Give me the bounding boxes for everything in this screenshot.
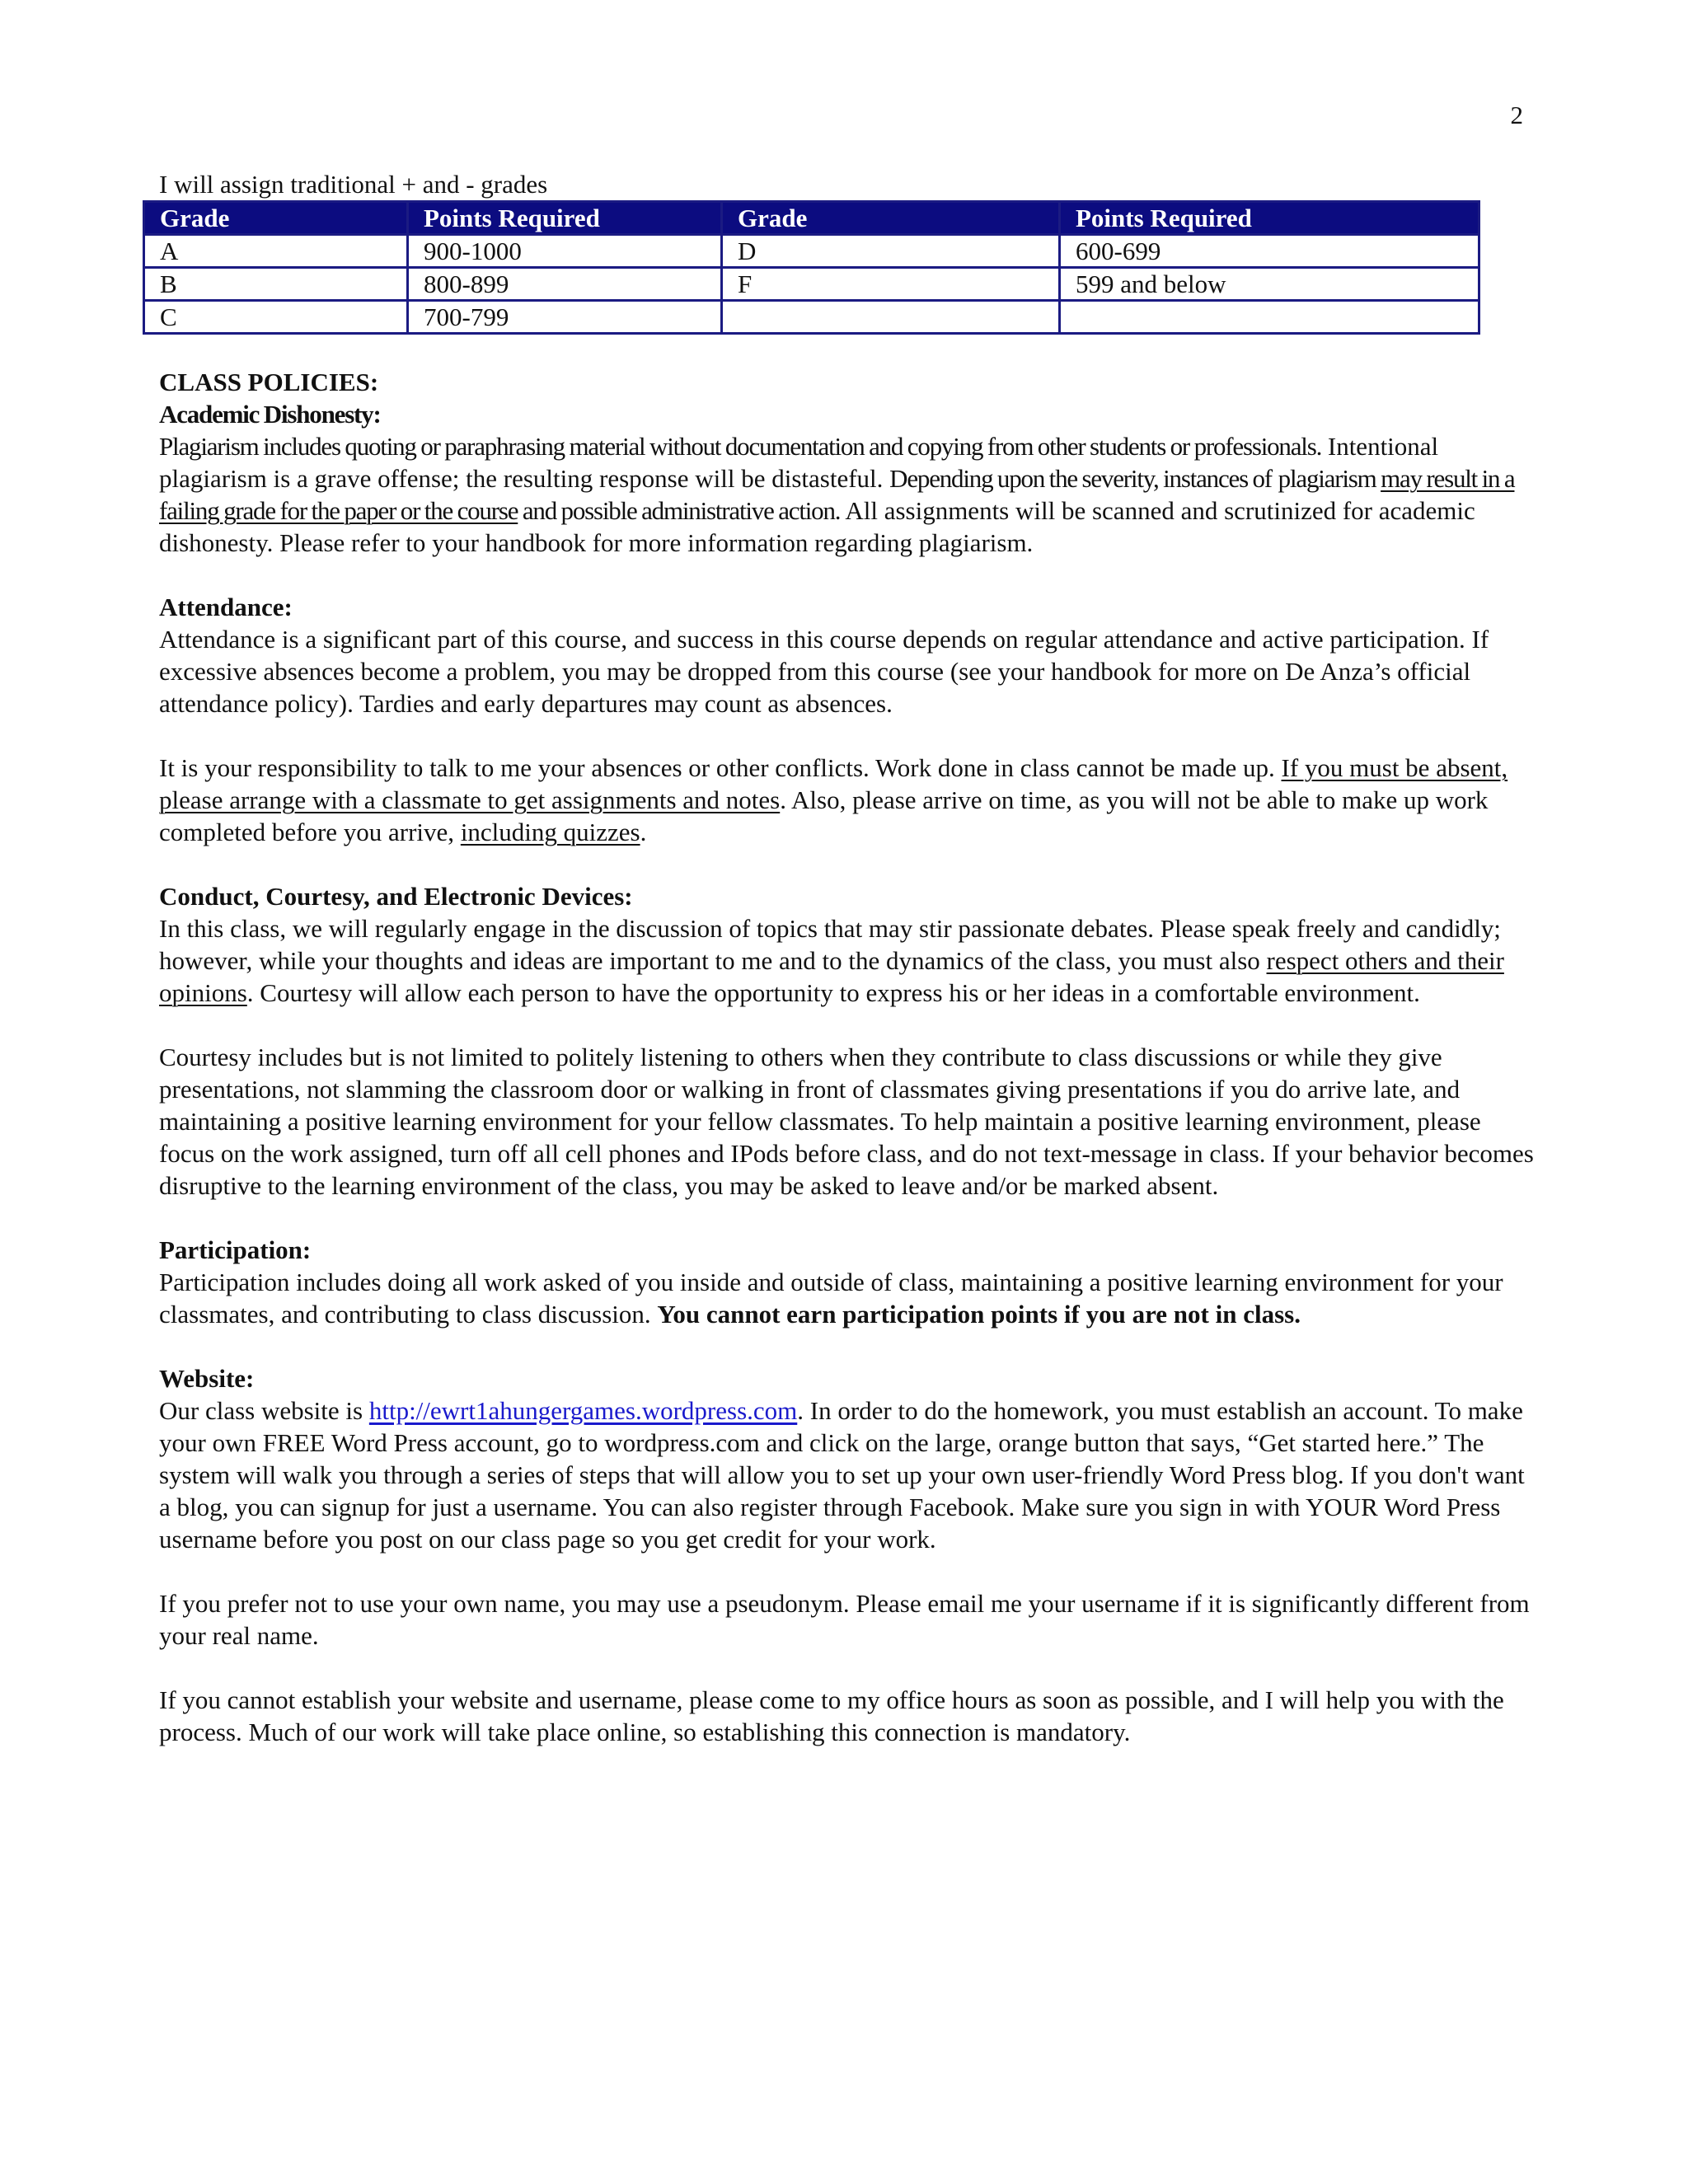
academic-dishonesty-heading: Academic Dishonesty: bbox=[159, 400, 381, 429]
website-text-2: If you prefer not to use your own name, you may use a pseudonym. Please email me your username if it is significantly different from your real name. bbox=[159, 1589, 1530, 1650]
table-cell: B bbox=[144, 268, 408, 301]
participation-heading: Participation: bbox=[159, 1235, 312, 1264]
table-cell bbox=[1060, 301, 1479, 334]
conduct-text-1 bbox=[159, 912, 1534, 1009]
header-points-2: Points Required bbox=[1060, 202, 1479, 235]
table-row bbox=[144, 301, 1479, 334]
conduct-text-2: Courtesy includes but is not limited to politely listening to others when they contribute to class discussions or while they give presentations, not slamming the classroom door or walking in front of classmates giving presentations if you do arrive late, and maintaining a positive learning environment for your fellow classmates. To help maintain a positive learning environment, please focus on the work assigned, turn off all cell phones and IPods before class, and do not text-message in class. If your behavior becomes disruptive to the learning environment of the class, you may be asked to leave and/or be marked absent. bbox=[159, 1043, 1534, 1200]
grading-intro: I will assign traditional + and - grades bbox=[159, 170, 548, 199]
text-span: All assignments will be scanned and scrutinized for academic dishonesty. Please refer to your handbook for more information regarding plagiarism. bbox=[159, 496, 1475, 557]
text-span: plagiarism bbox=[1278, 464, 1381, 493]
header-grade-1: Grade bbox=[144, 202, 408, 235]
text-span: Plagiarism includes quoting or paraphrasing material without documentation and copying from other students or professionals. bbox=[159, 432, 1322, 461]
header-points-1: Points Required bbox=[408, 202, 722, 235]
page-number: 2 bbox=[1510, 101, 1523, 129]
table-cell: 700-799 bbox=[408, 301, 722, 334]
attendance-text-2 bbox=[159, 752, 1534, 848]
table-row bbox=[144, 268, 1479, 301]
text-span: . bbox=[640, 818, 647, 846]
grade-table bbox=[143, 200, 1480, 335]
table-cell: 600-699 bbox=[1060, 235, 1479, 268]
underlined-text: may result in a failing grade for the paper or the course bbox=[159, 464, 1515, 525]
text-span: and possible administrative action. bbox=[518, 496, 841, 525]
document-body bbox=[159, 168, 1534, 1748]
text-span: It is your responsibility to talk to me your absences or other conflicts. Work done in class cannot be made up. bbox=[159, 753, 1282, 782]
table-row bbox=[144, 235, 1479, 268]
website-heading: Website: bbox=[159, 1364, 255, 1393]
table-cell: 900-1000 bbox=[408, 235, 722, 268]
grade-table-header-row bbox=[144, 202, 1479, 235]
website-text-3: If you cannot establish your website and username, please come to my office hours as soon as possible, and I will help you with the process. Much of our work will take place online, so establishing this connection is mandatory. bbox=[159, 1685, 1504, 1746]
table-cell: F bbox=[722, 268, 1060, 301]
text-span: . Also, please arrive on time, as you will not be able to make up work completed before you arrive, bbox=[159, 785, 1489, 846]
underlined-text: respect others and their opinions bbox=[159, 946, 1504, 1007]
table-cell: D bbox=[722, 235, 1060, 268]
conduct-heading: Conduct, Courtesy, and Electronic Devices: bbox=[159, 882, 633, 911]
text-span: Intentional plagiarism is a grave offense; the resulting response will be distasteful. bbox=[159, 432, 1439, 493]
table-cell: C bbox=[144, 301, 408, 334]
attendance-text-1: Attendance is a significant part of this course, and success in this course depends on regular attendance and active participation. If excessive absences become a problem, you may be dropped from this course (see your handbook for more on De Anza’s official attendance policy). Tardies and early departures may count as absences. bbox=[159, 625, 1489, 718]
text-span: Participation includes doing all work asked of you inside and outside of class, maintaining a positive learning environment for your classmates, and contributing to class discussion. bbox=[159, 1268, 1503, 1329]
text-span: Depending upon the severity, instances of bbox=[889, 464, 1272, 493]
text-span: . Courtesy will allow each person to have the opportunity to express his or her ideas in a comfortable environment. bbox=[246, 978, 1420, 1007]
attendance-heading: Attendance: bbox=[159, 593, 293, 621]
bold-text: You cannot earn participation points if you are not in class. bbox=[657, 1300, 1301, 1329]
table-cell bbox=[722, 301, 1060, 334]
class-website-link[interactable]: http://ewrt1ahungergames.wordpress.com bbox=[368, 1396, 798, 1425]
header-grade-2: Grade bbox=[722, 202, 1060, 235]
class-policies-heading: CLASS POLICIES: bbox=[159, 368, 379, 396]
text-span: In this class, we will regularly engage in the discussion of topics that may stir passionate debates. Please speak freely and candidly; however, while your thoughts and ideas are important to me and to the dynamics of the class, you must also bbox=[159, 914, 1501, 975]
underlined-text: including quizzes bbox=[460, 818, 640, 846]
website-text-1 bbox=[159, 1394, 1534, 1555]
text-span: . In order to do the homework, you must establish an account. To make your own FREE Word Press account, go to wordpress.com and click on the large, orange button that says, “Get started here.” The system will walk you through a series of steps that will allow you to set up your own user-friendly Word Press blog. If you don't want a blog, you can signup for just a username. You can also register through Facebook. Make sure you sign in with YOUR Word Press username before you post on our class page so you get credit for your work. bbox=[159, 1396, 1525, 1554]
text-span: Our class website is bbox=[159, 1396, 369, 1425]
table-cell: A bbox=[144, 235, 408, 268]
table-cell: 599 and below bbox=[1060, 268, 1479, 301]
table-cell: 800-899 bbox=[408, 268, 722, 301]
underlined-text: If you must be absent, please arrange with a classmate to get assignments and notes bbox=[159, 753, 1508, 814]
participation-text bbox=[159, 1266, 1534, 1330]
academic-dishonesty-text bbox=[159, 430, 1534, 559]
